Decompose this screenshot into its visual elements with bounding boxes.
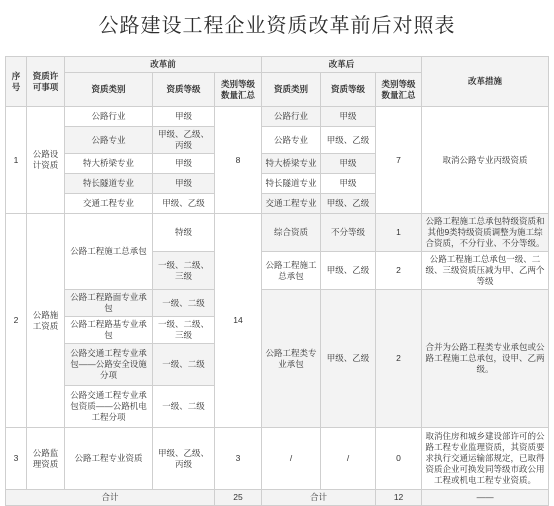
table-cell: 公路工程施工总承包 xyxy=(65,214,153,290)
header-after-category: 资质类别 xyxy=(262,73,321,107)
table-cell: 公路行业 xyxy=(262,107,321,127)
header-after-level: 资质等级 xyxy=(321,73,376,107)
header-item: 资质许可事项 xyxy=(27,57,65,107)
group3-seq: 3 xyxy=(6,428,27,490)
table-cell: 交通工程专业 xyxy=(262,194,321,214)
table-cell: 公路专业 xyxy=(65,127,153,154)
comparison-table xyxy=(5,56,549,506)
table-cell: 2 xyxy=(376,252,422,290)
header-after: 改革后 xyxy=(262,57,422,73)
table-cell: 一级、二级、三级 xyxy=(153,317,215,344)
table-cell: 公路工程路面专业承包 xyxy=(65,290,153,317)
group3-item: 公路监理资质 xyxy=(27,428,65,490)
header-measures: 改革措施 xyxy=(422,57,549,107)
table-cell: 综合资质 xyxy=(262,214,321,252)
group1-item: 公路设计资质 xyxy=(27,107,65,214)
table-cell: 甲级 xyxy=(153,154,215,174)
total-measures: —— xyxy=(422,490,549,506)
table-cell: 公路专业 xyxy=(262,127,321,154)
group3-measures: 取消住房和城乡建设部许可的公路工程专业监理资质，其资质要求执行交通运输部规定，已取得资质企业可换发同等级市政公用工程或机电工程专业资质。 xyxy=(422,428,549,490)
table-cell: 甲级 xyxy=(321,174,376,194)
table-cell: 一级、二级、三级 xyxy=(153,252,215,290)
header-before: 改革前 xyxy=(65,57,262,73)
group1-after-summary: 7 xyxy=(376,107,422,214)
group2-seq: 2 xyxy=(6,214,27,428)
group3-before-summary: 3 xyxy=(215,428,262,490)
table-cell: 特长隧道专业 xyxy=(262,174,321,194)
table-cell: / xyxy=(262,428,321,490)
header-after-summary: 类别等级数量汇总 xyxy=(376,73,422,107)
table-cell: / xyxy=(321,428,376,490)
table-cell: 特大桥梁专业 xyxy=(65,154,153,174)
table-cell: 交通工程专业 xyxy=(65,194,153,214)
table-cell: 2 xyxy=(376,290,422,428)
group2-before-summary: 14 xyxy=(215,214,262,428)
group1-seq: 1 xyxy=(6,107,27,214)
table-cell: 公路交通工程专业承包——公路安全设施分项 xyxy=(65,344,153,386)
header-before-summary: 类别等级数量汇总 xyxy=(215,73,262,107)
header-seq: 序号 xyxy=(6,57,27,107)
table-cell: 甲级、乙级 xyxy=(321,252,376,290)
table-cell: 甲级 xyxy=(153,174,215,194)
table-cell: 甲级、乙级 xyxy=(321,194,376,214)
total-after-label: 合计 xyxy=(262,490,376,506)
header-before-level: 资质等级 xyxy=(153,73,215,107)
table-cell: 公路工程类专业承包 xyxy=(262,290,321,428)
table-cell: 特级 xyxy=(153,214,215,252)
group3-after-summary: 0 xyxy=(376,428,422,490)
table-cell: 不分等级 xyxy=(321,214,376,252)
table-cell: 甲级 xyxy=(321,107,376,127)
table-cell: 甲级、乙级 xyxy=(153,194,215,214)
table-cell: 甲级、乙级 xyxy=(321,127,376,154)
table-cell: 特大桥梁专业 xyxy=(262,154,321,174)
table-cell: 公路工程施工总承包特级资质和其他9类特级资质调整为施工综合资质，不分行业、不分等级。 xyxy=(422,214,549,252)
table-cell: 公路工程施工总承包一级、二级、三级资质压减为甲、乙两个等级 xyxy=(422,252,549,290)
table-cell: 甲级、乙级、丙级 xyxy=(153,428,215,490)
table-cell: 公路工程施工总承包 xyxy=(262,252,321,290)
header-before-category: 资质类别 xyxy=(65,73,153,107)
table-cell: 甲级、乙级、丙级 xyxy=(153,127,215,154)
table-cell: 甲级 xyxy=(321,154,376,174)
group2-item: 公路施工资质 xyxy=(27,214,65,428)
table-cell: 合并为公路工程类专业承包或公路工程施工总承包，设甲、乙两级。 xyxy=(422,290,549,428)
table-cell: 公路工程专业资质 xyxy=(65,428,153,490)
table-cell: 1 xyxy=(376,214,422,252)
table-cell: 公路工程路基专业承包 xyxy=(65,317,153,344)
table-cell: 特长隧道专业 xyxy=(65,174,153,194)
group1-before-summary: 8 xyxy=(215,107,262,214)
table-cell: 公路行业 xyxy=(65,107,153,127)
table-cell: 一级、二级 xyxy=(153,290,215,317)
table-cell: 甲级、乙级 xyxy=(321,290,376,428)
page-title: 公路建设工程企业资质改革前后对照表 xyxy=(98,15,456,37)
table-cell: 公路交通工程专业承包资质——公路机电工程分项 xyxy=(65,386,153,428)
table-cell: 一级、二级 xyxy=(153,386,215,428)
total-after-value: 12 xyxy=(376,490,422,506)
total-before-label: 合计 xyxy=(6,490,215,506)
table-cell: 一级、二级 xyxy=(153,344,215,386)
group1-measures: 取消公路专业丙级资质 xyxy=(422,107,549,214)
total-before-value: 25 xyxy=(215,490,262,506)
table-cell: 甲级 xyxy=(153,107,215,127)
